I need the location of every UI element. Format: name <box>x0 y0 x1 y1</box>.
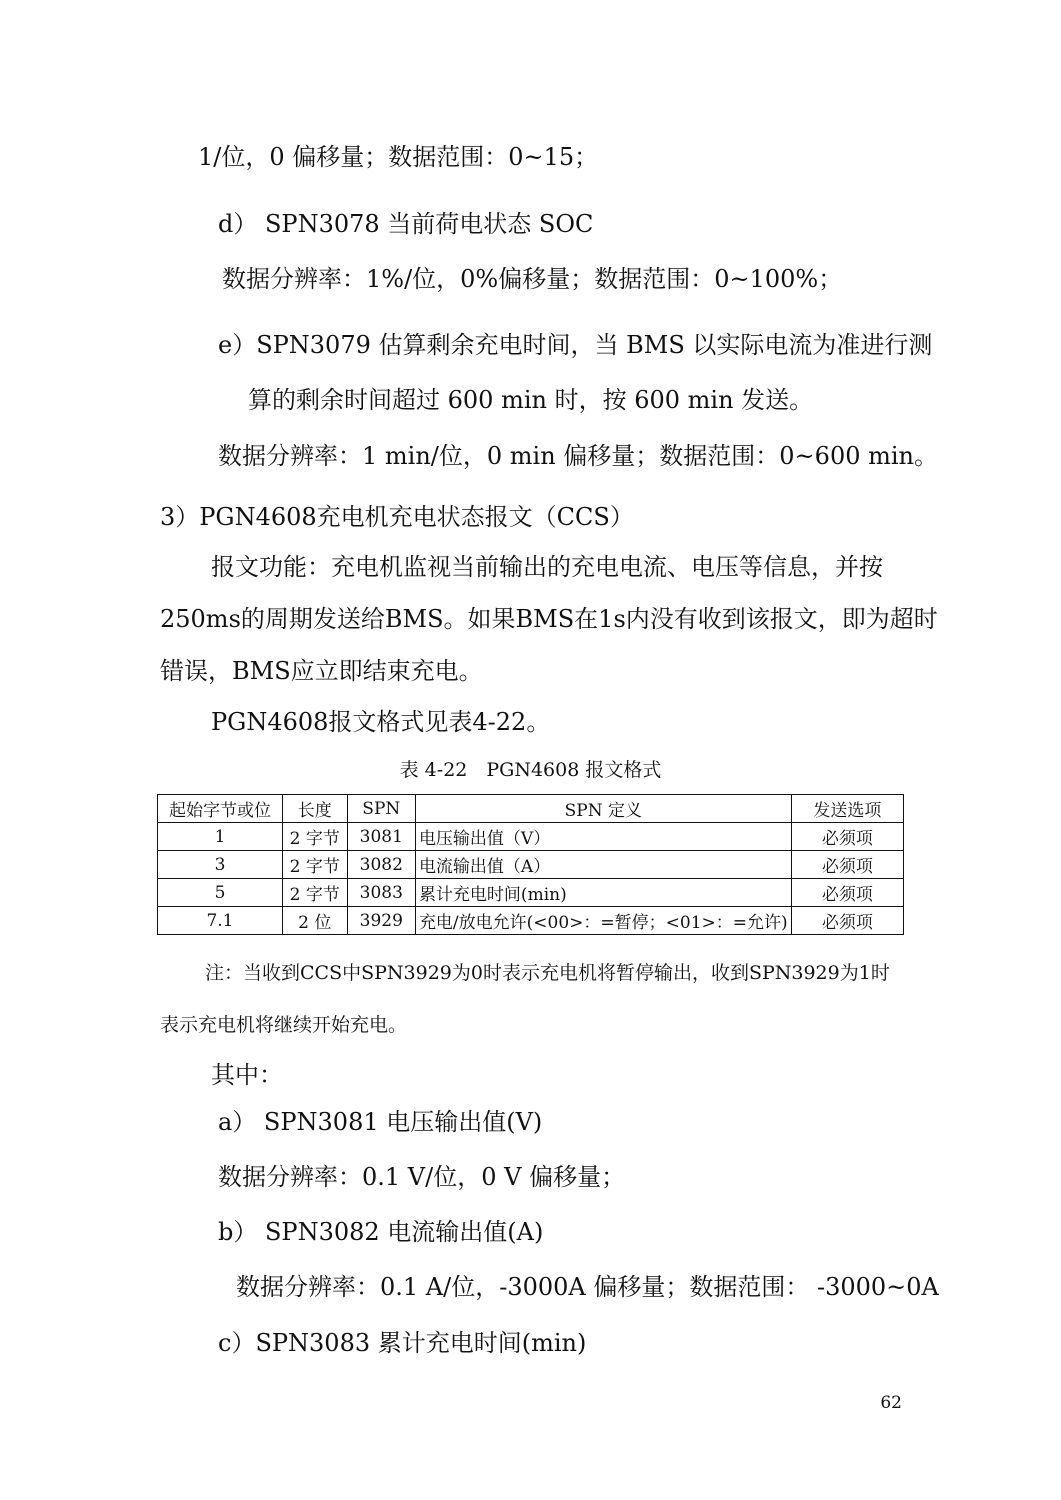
table-cell: 累计充电时间(min) <box>415 879 791 907</box>
text-line: 1/位，0 偏移量；数据范围：0~15； <box>198 143 599 171</box>
table-cell: 2 字节 <box>282 879 347 907</box>
table-cell: 7.1 <box>158 907 283 935</box>
table-row <box>158 879 904 907</box>
table-row <box>158 823 904 851</box>
table-cell: 3082 <box>347 851 415 879</box>
column-header: SPN <box>347 795 415 823</box>
text-line: 错误，BMS应立即结束充电。 <box>160 657 483 685</box>
table-row <box>158 851 904 879</box>
text-line: 数据分辨率：0.1 V/位，0 V 偏移量； <box>218 1163 626 1191</box>
item-a-heading: a） SPN3081 电压输出值(V) <box>218 1108 543 1136</box>
table-cell: 2 字节 <box>282 851 347 879</box>
item-d-heading: d） SPN3078 当前荷电状态 SOC <box>218 210 594 238</box>
column-header: 长度 <box>282 795 347 823</box>
text-line: 数据分辨率：0.1 A/位，-3000A 偏移量；数据范围： -3000~0A <box>236 1273 939 1301</box>
item-b-heading: b） SPN3082 电流输出值(A) <box>218 1218 544 1246</box>
table-cell: 5 <box>158 879 283 907</box>
item-e-heading: e）SPN3079 估算剩余充电时间，当 BMS 以实际电流为准进行测 <box>218 331 933 359</box>
table-cell: 必须项 <box>791 879 903 907</box>
table-row <box>158 907 904 935</box>
text-line: PGN4608报文格式见表4-22。 <box>211 708 551 736</box>
table-cell: 必须项 <box>791 823 903 851</box>
table-cell: 必须项 <box>791 851 903 879</box>
section-heading: 3）PGN4608充电机充电状态报文（CCS） <box>160 503 634 531</box>
text-line: 算的剩余时间超过 600 min 时，按 600 min 发送。 <box>248 386 814 414</box>
table-note: 注：当收到CCS中SPN3929为0时表示充电机将暂停输出，收到SPN3929为1时 <box>205 962 890 984</box>
table-cell: 3081 <box>347 823 415 851</box>
text-line: 数据分辨率：1%/位，0%偏移量；数据范围：0~100%； <box>222 265 843 293</box>
text-line: 数据分辨率：1 min/位，0 min 偏移量；数据范围：0~600 min。 <box>218 442 938 470</box>
text-line: 250ms的周期发送给BMS。如果BMS在1s内没有收到该报文，即为超时 <box>160 605 938 633</box>
text-line: 报文功能：充电机监视当前输出的充电电流、电压等信息，并按 <box>211 553 883 581</box>
table-caption: 表 4-22 PGN4608 报文格式 <box>399 759 662 781</box>
table-cell: 1 <box>158 823 283 851</box>
pgn4608-format-table <box>157 794 904 935</box>
text-line: 其中： <box>211 1061 283 1089</box>
table-cell: 3 <box>158 851 283 879</box>
table-note: 表示充电机将继续开始充电。 <box>160 1014 408 1036</box>
column-header: SPN 定义 <box>415 795 791 823</box>
table-cell: 2 字节 <box>282 823 347 851</box>
table-header-row <box>158 795 904 823</box>
table-cell: 3083 <box>347 879 415 907</box>
table-cell: 必须项 <box>791 907 903 935</box>
item-c-heading: c）SPN3083 累计充电时间(min) <box>218 1329 587 1357</box>
table-cell: 2 位 <box>282 907 347 935</box>
page-number: 62 <box>880 1393 902 1413</box>
table-cell: 3929 <box>347 907 415 935</box>
table-cell: 充电/放电允许(<00>：=暂停；<01>：=允许) <box>415 907 791 935</box>
column-header: 起始字节或位 <box>158 795 283 823</box>
column-header: 发送选项 <box>791 795 903 823</box>
table-cell: 电压输出值（V） <box>415 823 791 851</box>
table-cell: 电流输出值（A） <box>415 851 791 879</box>
